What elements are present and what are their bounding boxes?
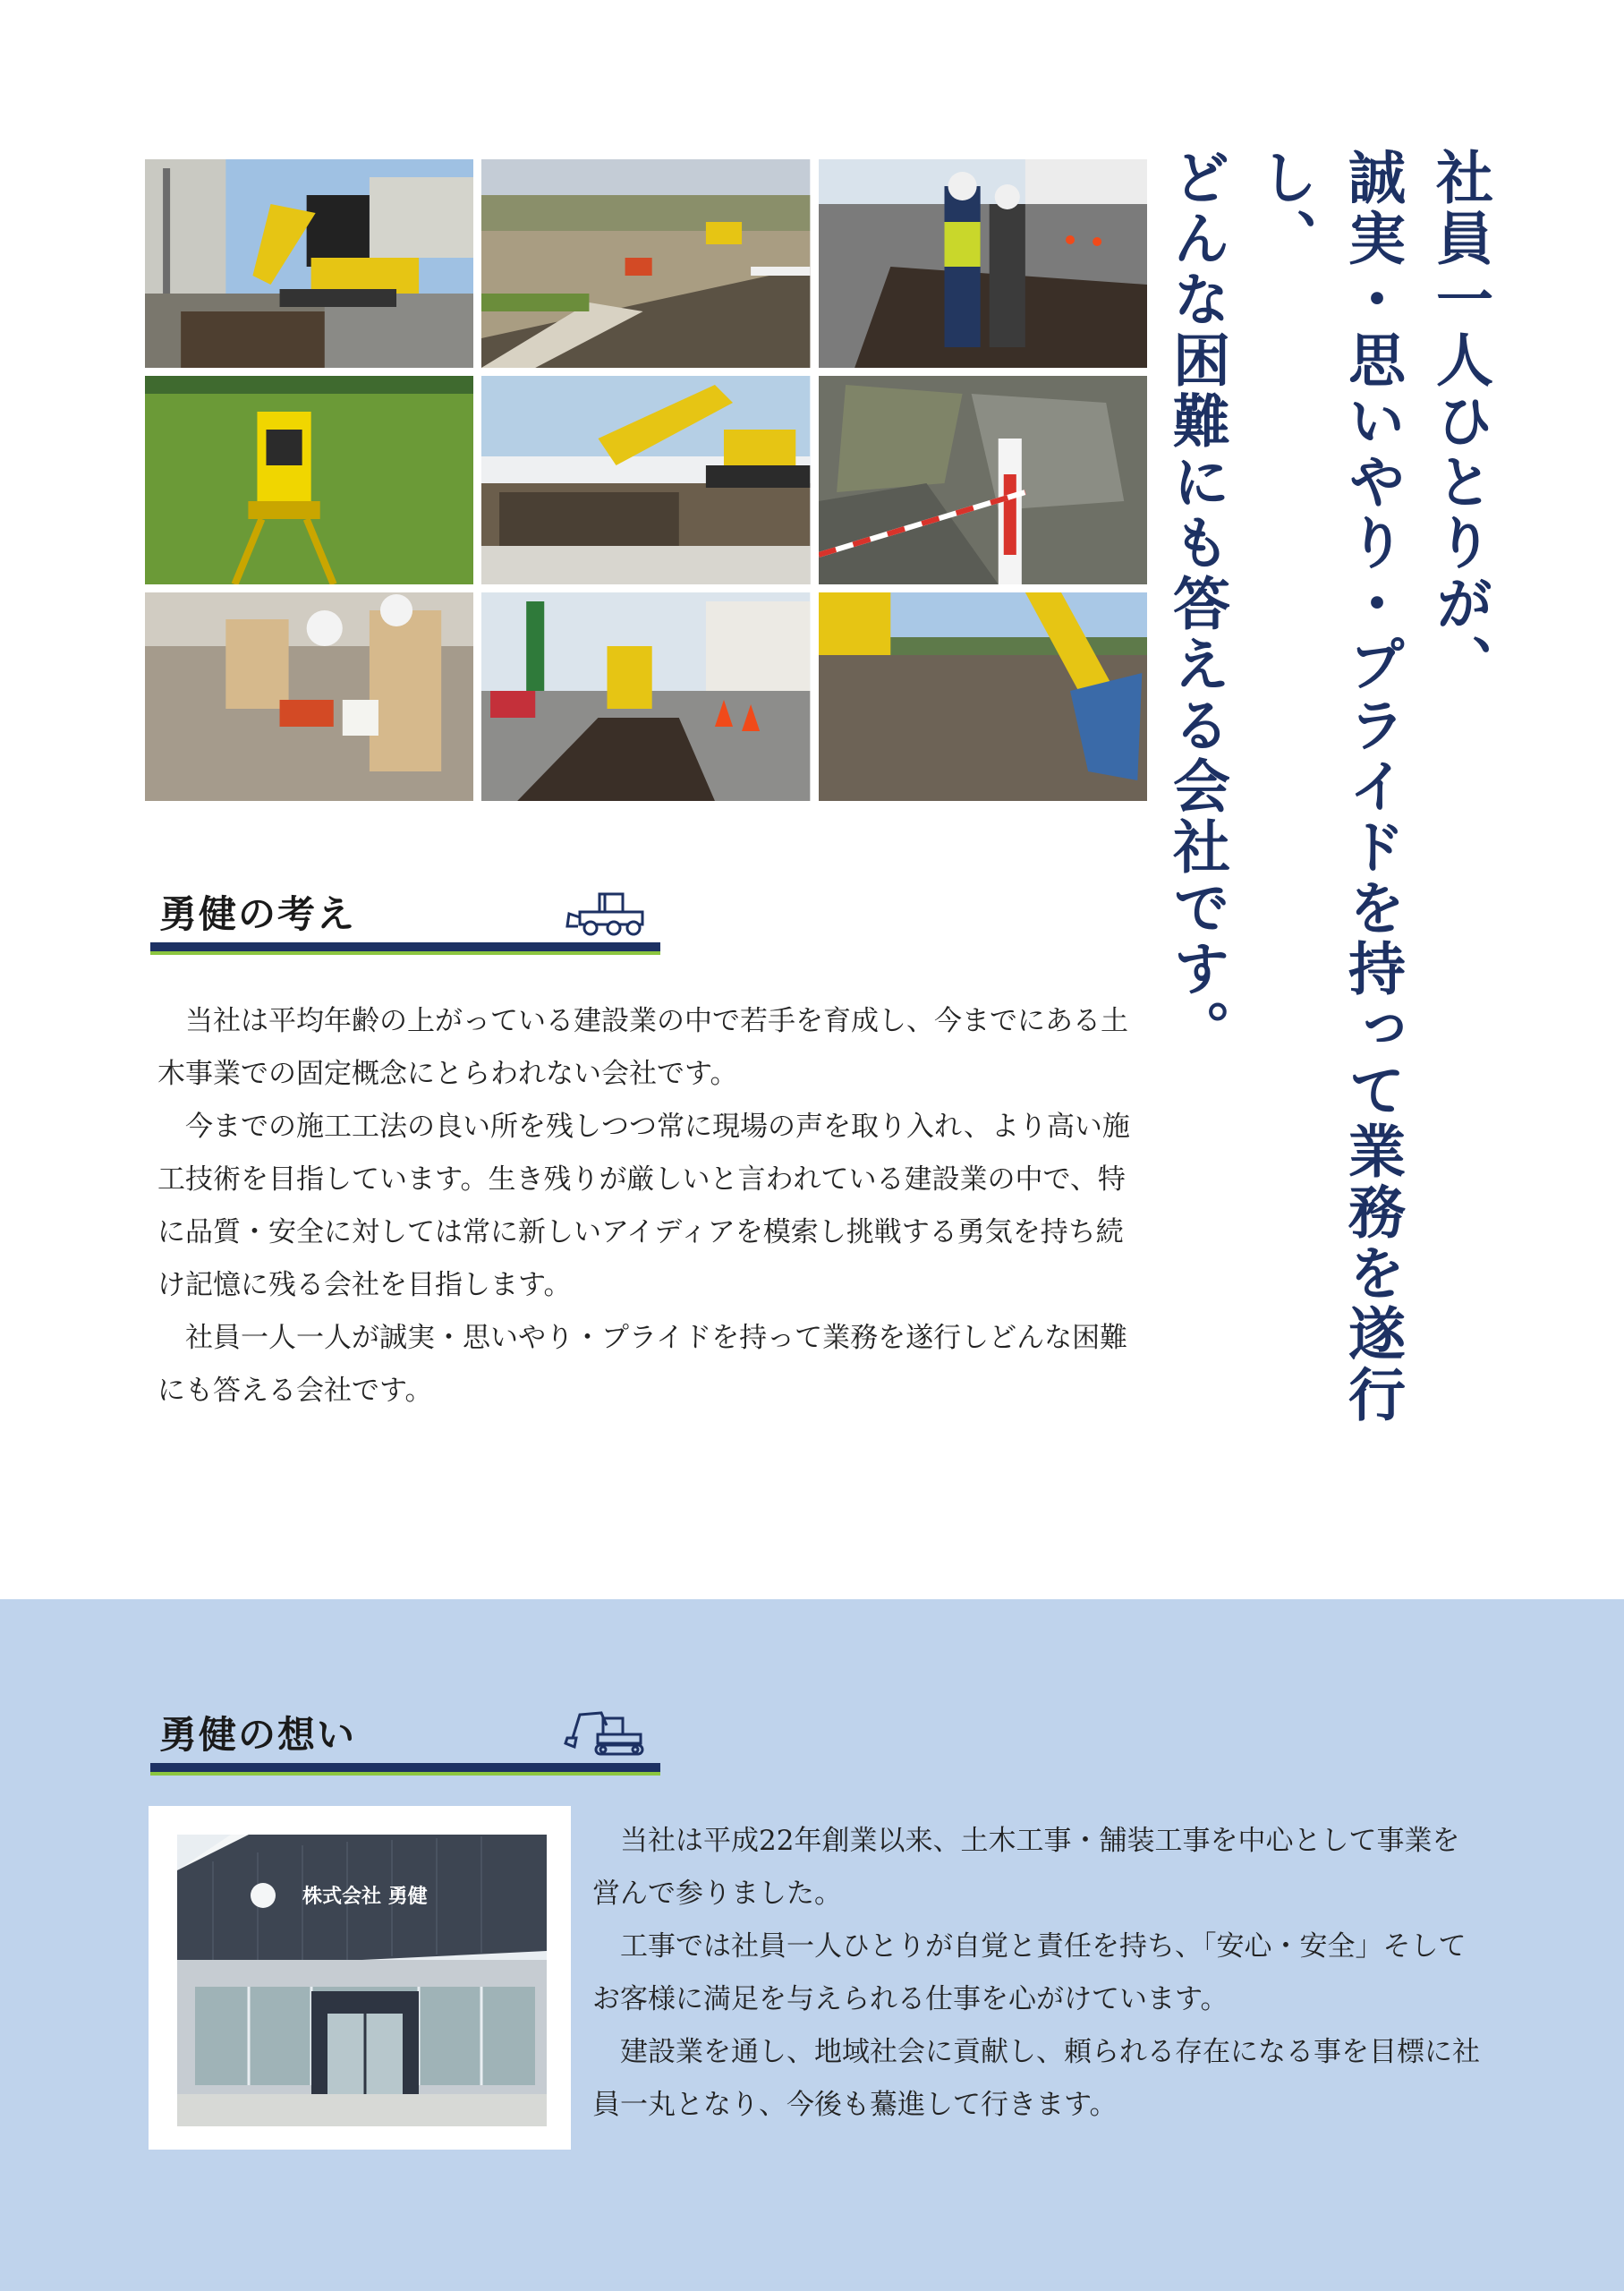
photo-rock-measurement [819,376,1147,584]
section1-paragraph: 当社は平均年齢の上がっている建設業の中で若手を育成し、今までにある土木事業での固定概念にとらわれない会社です。 [157,1005,1128,1090]
section1-body [157,995,1151,1418]
headline-line-3: どんな困難にも答える会社です。 [1163,148,1230,1060]
photo-excavator-sidewalk [145,159,473,368]
photo-survey-instrument [145,376,473,584]
section1-title: 勇健の考え [159,892,357,936]
headline-line-2: 誠実・思いやり・プライドを持って業務を遂行し、 [1251,148,1406,1426]
section2-title: 勇健の想い [159,1713,357,1757]
photo-field-excavation [481,159,810,368]
photo-street-roadwork [481,592,810,801]
photo-workers-cutting [145,592,473,801]
section2-underline [150,1763,660,1772]
section1-accent-line [150,951,660,955]
section1-heading [150,890,660,955]
section2-heading [150,1711,660,1776]
section2-paragraph: 当社は平成22年創業以来、土木工事・舗装工事を中心として事業を営んで参りました。 [592,1825,1460,1910]
section2-paragraph: 工事では社員一人ひとりが自覚と責任を持ち、「安心・安全」そしてお客様に満足を与えられる仕事を心がけています。 [592,1930,1467,2015]
office-photo-frame [150,1808,569,2148]
photo-grid [145,159,1147,801]
photo-excavator-bucket [819,592,1147,801]
office-building-photo [177,1835,547,2126]
photo-two-workers [819,159,1147,368]
section2-body [592,1815,1487,2132]
section1-paragraph: 今までの施工工法の良い所を残しつつ常に現場の声を取り入れ、より高い施工技術を目指しています。生き残りが厳しいと言われている建設業の中で、特に品質・安全に対しては常に新しいアイディアを模索し挑戦する勇気を持ち続け記憶に残る会社を目指します。 [157,1111,1130,1301]
section1-underline [150,942,660,951]
truck-icon [562,887,651,937]
photo-excavator-trench [481,376,810,584]
section2-accent-line [150,1772,660,1776]
headline-line-1: 社員一人ひとりが、 [1426,148,1493,695]
section2-paragraph: 建設業を通し、地域社会に貢献し、頼られる存在になる事を目標に社員一丸となり、今後も驀進して行きます。 [592,2036,1480,2121]
vertical-headline [1163,148,1503,1517]
section1-paragraph: 社員一人一人が誠実・思いやり・プライドを持って業務を遂行しどんな困難にも答える会社です。 [157,1322,1128,1407]
excavator-icon [562,1708,651,1758]
office-sign-text: 株式会社 勇健 [302,1886,428,1908]
